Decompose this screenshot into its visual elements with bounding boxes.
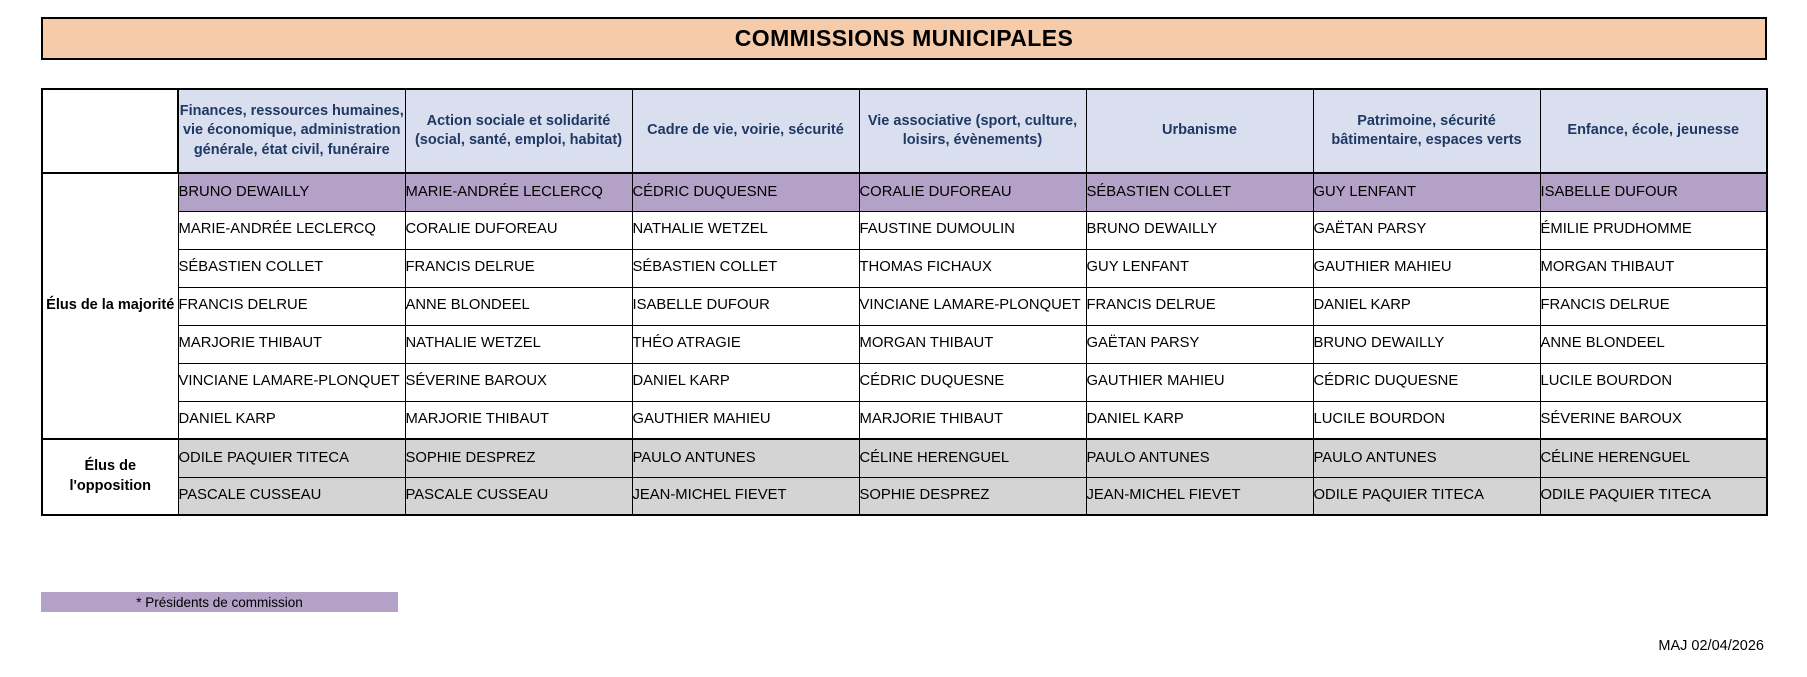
table-cell: JEAN-MICHEL FIEVET <box>1086 477 1313 515</box>
table-cell: SOPHIE DESPREZ <box>405 439 632 477</box>
table-row <box>42 363 1767 401</box>
table-cell: FRANCIS DELRUE <box>178 287 405 325</box>
table-cell: NATHALIE WETZEL <box>405 325 632 363</box>
table-cell: MARIE-ANDRÉE LECLERCQ <box>178 211 405 249</box>
table-row <box>42 249 1767 287</box>
table-cell: THÉO ATRAGIE <box>632 325 859 363</box>
table-cell: MARJORIE THIBAUT <box>178 325 405 363</box>
table-cell: VINCIANE LAMARE-PLONQUET <box>859 287 1086 325</box>
table-cell: BRUNO DEWAILLY <box>1086 211 1313 249</box>
commissions-table-wrapper <box>41 88 1767 516</box>
legend-label: * Présidents de commission <box>136 594 303 610</box>
column-header-cadre-de-vie: Cadre de vie, voirie, sécurité <box>632 89 859 173</box>
table-cell: FRANCIS DELRUE <box>1086 287 1313 325</box>
row-group-label-majorite: Élus de la majorité <box>42 173 178 439</box>
row-group-label-opposition: Élus de l'opposition <box>42 439 178 515</box>
table-corner-cell <box>42 89 178 173</box>
column-header-action-sociale: Action sociale et solidarité (social, santé, emploi, habitat) <box>405 89 632 173</box>
table-cell: GAUTHIER MAHIEU <box>632 401 859 439</box>
column-header-urbanisme: Urbanisme <box>1086 89 1313 173</box>
table-cell: PASCALE CUSSEAU <box>405 477 632 515</box>
table-cell: SÉVERINE BAROUX <box>405 363 632 401</box>
table-cell: ODILE PAQUIER TITECA <box>1540 477 1767 515</box>
table-cell: ÉMILIE PRUDHOMME <box>1540 211 1767 249</box>
table-cell: CÉDRIC DUQUESNE <box>632 173 859 211</box>
table-cell: DANIEL KARP <box>632 363 859 401</box>
table-header <box>42 89 1767 173</box>
commissions-table <box>41 88 1768 516</box>
table-cell: SÉBASTIEN COLLET <box>1086 173 1313 211</box>
table-cell: ANNE BLONDEEL <box>405 287 632 325</box>
page-title: COMMISSIONS MUNICIPALES <box>734 25 1074 51</box>
table-cell: ODILE PAQUIER TITECA <box>1313 477 1540 515</box>
table-cell: GAUTHIER MAHIEU <box>1313 249 1540 287</box>
legend-presidents <box>41 592 398 612</box>
table-cell: PAULO ANTUNES <box>1313 439 1540 477</box>
table-cell: FRANCIS DELRUE <box>1540 287 1767 325</box>
table-cell: GAËTAN PARSY <box>1086 325 1313 363</box>
table-cell: ISABELLE DUFOUR <box>632 287 859 325</box>
table-cell: SOPHIE DESPREZ <box>859 477 1086 515</box>
table-row <box>42 287 1767 325</box>
table-cell: ANNE BLONDEEL <box>1540 325 1767 363</box>
table-row <box>42 211 1767 249</box>
table-cell: CÉDRIC DUQUESNE <box>1313 363 1540 401</box>
table-cell: PAULO ANTUNES <box>1086 439 1313 477</box>
column-header-patrimoine: Patrimoine, sécurité bâtimentaire, espaces verts <box>1313 89 1540 173</box>
table-cell: MARJORIE THIBAUT <box>405 401 632 439</box>
header-row <box>42 89 1767 173</box>
table-cell: MORGAN THIBAUT <box>1540 249 1767 287</box>
table-row <box>42 477 1767 515</box>
table-row <box>42 401 1767 439</box>
table-row <box>42 439 1767 477</box>
table-cell: DANIEL KARP <box>178 401 405 439</box>
column-header-finances: Finances, ressources humaines, vie économique, administration générale, état civil, funéraire <box>178 89 405 173</box>
table-cell: THOMAS FICHAUX <box>859 249 1086 287</box>
table-row <box>42 173 1767 211</box>
table-cell: GAËTAN PARSY <box>1313 211 1540 249</box>
table-cell: DANIEL KARP <box>1313 287 1540 325</box>
column-header-vie-associative: Vie associative (sport, culture, loisirs, évènements) <box>859 89 1086 173</box>
table-cell: CÉLINE HERENGUEL <box>859 439 1086 477</box>
table-cell: CÉLINE HERENGUEL <box>1540 439 1767 477</box>
table-cell: DANIEL KARP <box>1086 401 1313 439</box>
table-cell: FAUSTINE DUMOULIN <box>859 211 1086 249</box>
table-cell: MORGAN THIBAUT <box>859 325 1086 363</box>
table-cell: ODILE PAQUIER TITECA <box>178 439 405 477</box>
table-cell: CÉDRIC DUQUESNE <box>859 363 1086 401</box>
table-body <box>42 173 1767 515</box>
table-cell: FRANCIS DELRUE <box>405 249 632 287</box>
table-cell: BRUNO DEWAILLY <box>1313 325 1540 363</box>
table-cell: GAUTHIER MAHIEU <box>1086 363 1313 401</box>
table-cell: JEAN-MICHEL FIEVET <box>632 477 859 515</box>
table-row <box>42 325 1767 363</box>
table-cell: CORALIE DUFOREAU <box>859 173 1086 211</box>
table-cell: NATHALIE WETZEL <box>632 211 859 249</box>
table-cell: MARIE-ANDRÉE LECLERCQ <box>405 173 632 211</box>
table-cell: GUY LENFANT <box>1086 249 1313 287</box>
column-header-enfance: Enfance, école, jeunesse <box>1540 89 1767 173</box>
table-cell: GUY LENFANT <box>1313 173 1540 211</box>
table-cell: BRUNO DEWAILLY <box>178 173 405 211</box>
table-cell: ISABELLE DUFOUR <box>1540 173 1767 211</box>
table-cell: LUCILE BOURDON <box>1540 363 1767 401</box>
table-cell: LUCILE BOURDON <box>1313 401 1540 439</box>
table-cell: PASCALE CUSSEAU <box>178 477 405 515</box>
table-cell: SÉBASTIEN COLLET <box>632 249 859 287</box>
table-cell: CORALIE DUFOREAU <box>405 211 632 249</box>
last-update-footer: MAJ 02/04/2026 <box>1658 638 1764 654</box>
table-cell: PAULO ANTUNES <box>632 439 859 477</box>
table-cell: SÉBASTIEN COLLET <box>178 249 405 287</box>
table-cell: SÉVERINE BAROUX <box>1540 401 1767 439</box>
table-cell: MARJORIE THIBAUT <box>859 401 1086 439</box>
table-cell: VINCIANE LAMARE-PLONQUET <box>178 363 405 401</box>
page-title-banner <box>41 17 1767 60</box>
